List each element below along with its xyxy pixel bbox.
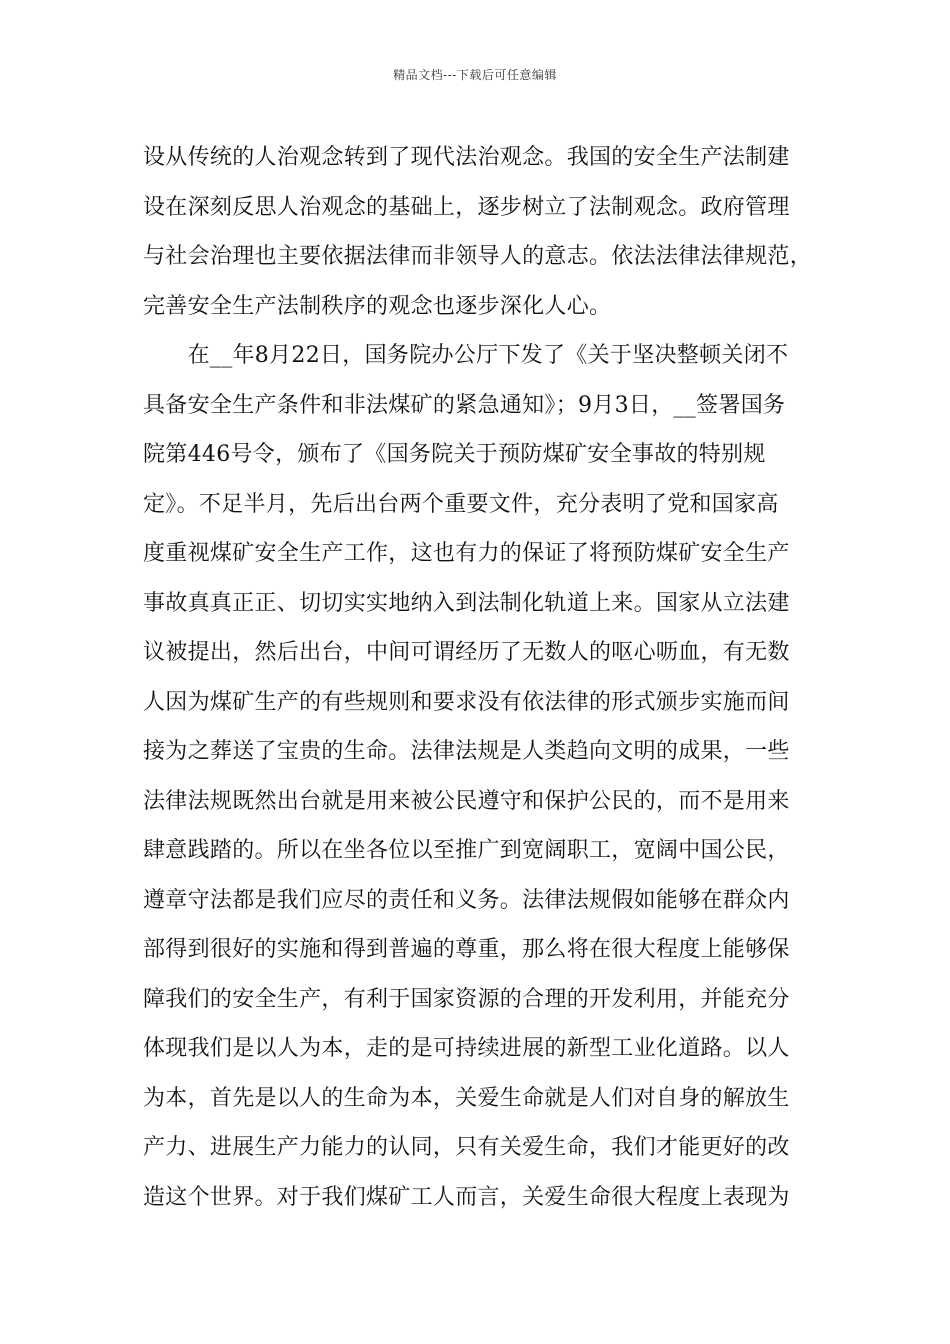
text-line: 肆意践踏的。所以在坐各位以至推广到宽阔职工，宽阔中国公民， <box>143 838 790 863</box>
text-line: 具备安全生产条件和非法煤矿的紧急通知》；9月3日，__签署国务 <box>143 392 786 418</box>
text-line: 度重视煤矿安全生产工作，这也有力的保证了将预防煤矿安全生产 <box>143 541 790 566</box>
text-line: 设在深刻反思人治观念的基础上，逐步树立了法制观念。政府管理 <box>143 194 790 220</box>
text-line: 院第446号令，颁布了《国务院关于预防煤矿安全事故的特别规 <box>143 442 766 467</box>
text-line: 定》。不足半月，先后出台两个重要文件，充分表明了党和国家高 <box>143 491 779 517</box>
text-line: 为本，首先是以人的生命为本，关爱生命就是人们对自身的解放生 <box>143 1085 790 1111</box>
text-line: 在__年8月22日，国务院办公厅下发了《关于坚决整顿关闭不 <box>143 343 789 368</box>
text-line: 法律法规既然出台就是用来被公民遵守和保护公民的，而不是用来 <box>143 788 790 814</box>
page-header: 精品文档---下载后可任意编辑 <box>393 68 557 82</box>
text-line: 完善安全生产法制秩序的观念也逐步深化人心。 <box>143 293 612 319</box>
text-line: 产力、进展生产力能力的认同，只有关爱生命，我们才能更好的改 <box>143 1135 790 1160</box>
text-line: 设从传统的人治观念转到了现代法治观念。我国的安全生产法制建 <box>143 145 790 170</box>
document-body <box>143 133 833 1222</box>
text-line: 遵章守法都是我们应尽的责任和义务。法律法规假如能够在群众内 <box>143 887 790 913</box>
text-line: 人因为煤矿生产的有些规则和要求没有依法律的形式颁步实施而间 <box>143 689 790 715</box>
text-line: 障我们的安全生产，有利于国家资源的合理的开发利用，并能充分 <box>143 986 790 1012</box>
text-line: 体现我们是以人为本，走的是可持续进展的新型工业化道路。以人 <box>143 1036 790 1061</box>
text-line: 接为之葬送了宝贵的生命。法律法规是人类趋向文明的成果，一些 <box>143 739 790 764</box>
text-line: 议被提出，然后出台，中间可谓经历了无数人的呕心呖血，有无数 <box>143 640 790 665</box>
text-line: 与社会治理也主要依据法律而非领导人的意志。依法法律法律规范， <box>143 244 813 269</box>
text-line: 造这个世界。对于我们煤矿工人而言，关爱生命很大程度上表现为 <box>143 1184 790 1210</box>
text-line: 部得到很好的实施和得到普遍的尊重，那么将在很大程度上能够保 <box>143 937 790 962</box>
text-line: 事故真真正正、切切实实地纳入到法制化轨道上来。国家从立法建 <box>143 590 790 616</box>
